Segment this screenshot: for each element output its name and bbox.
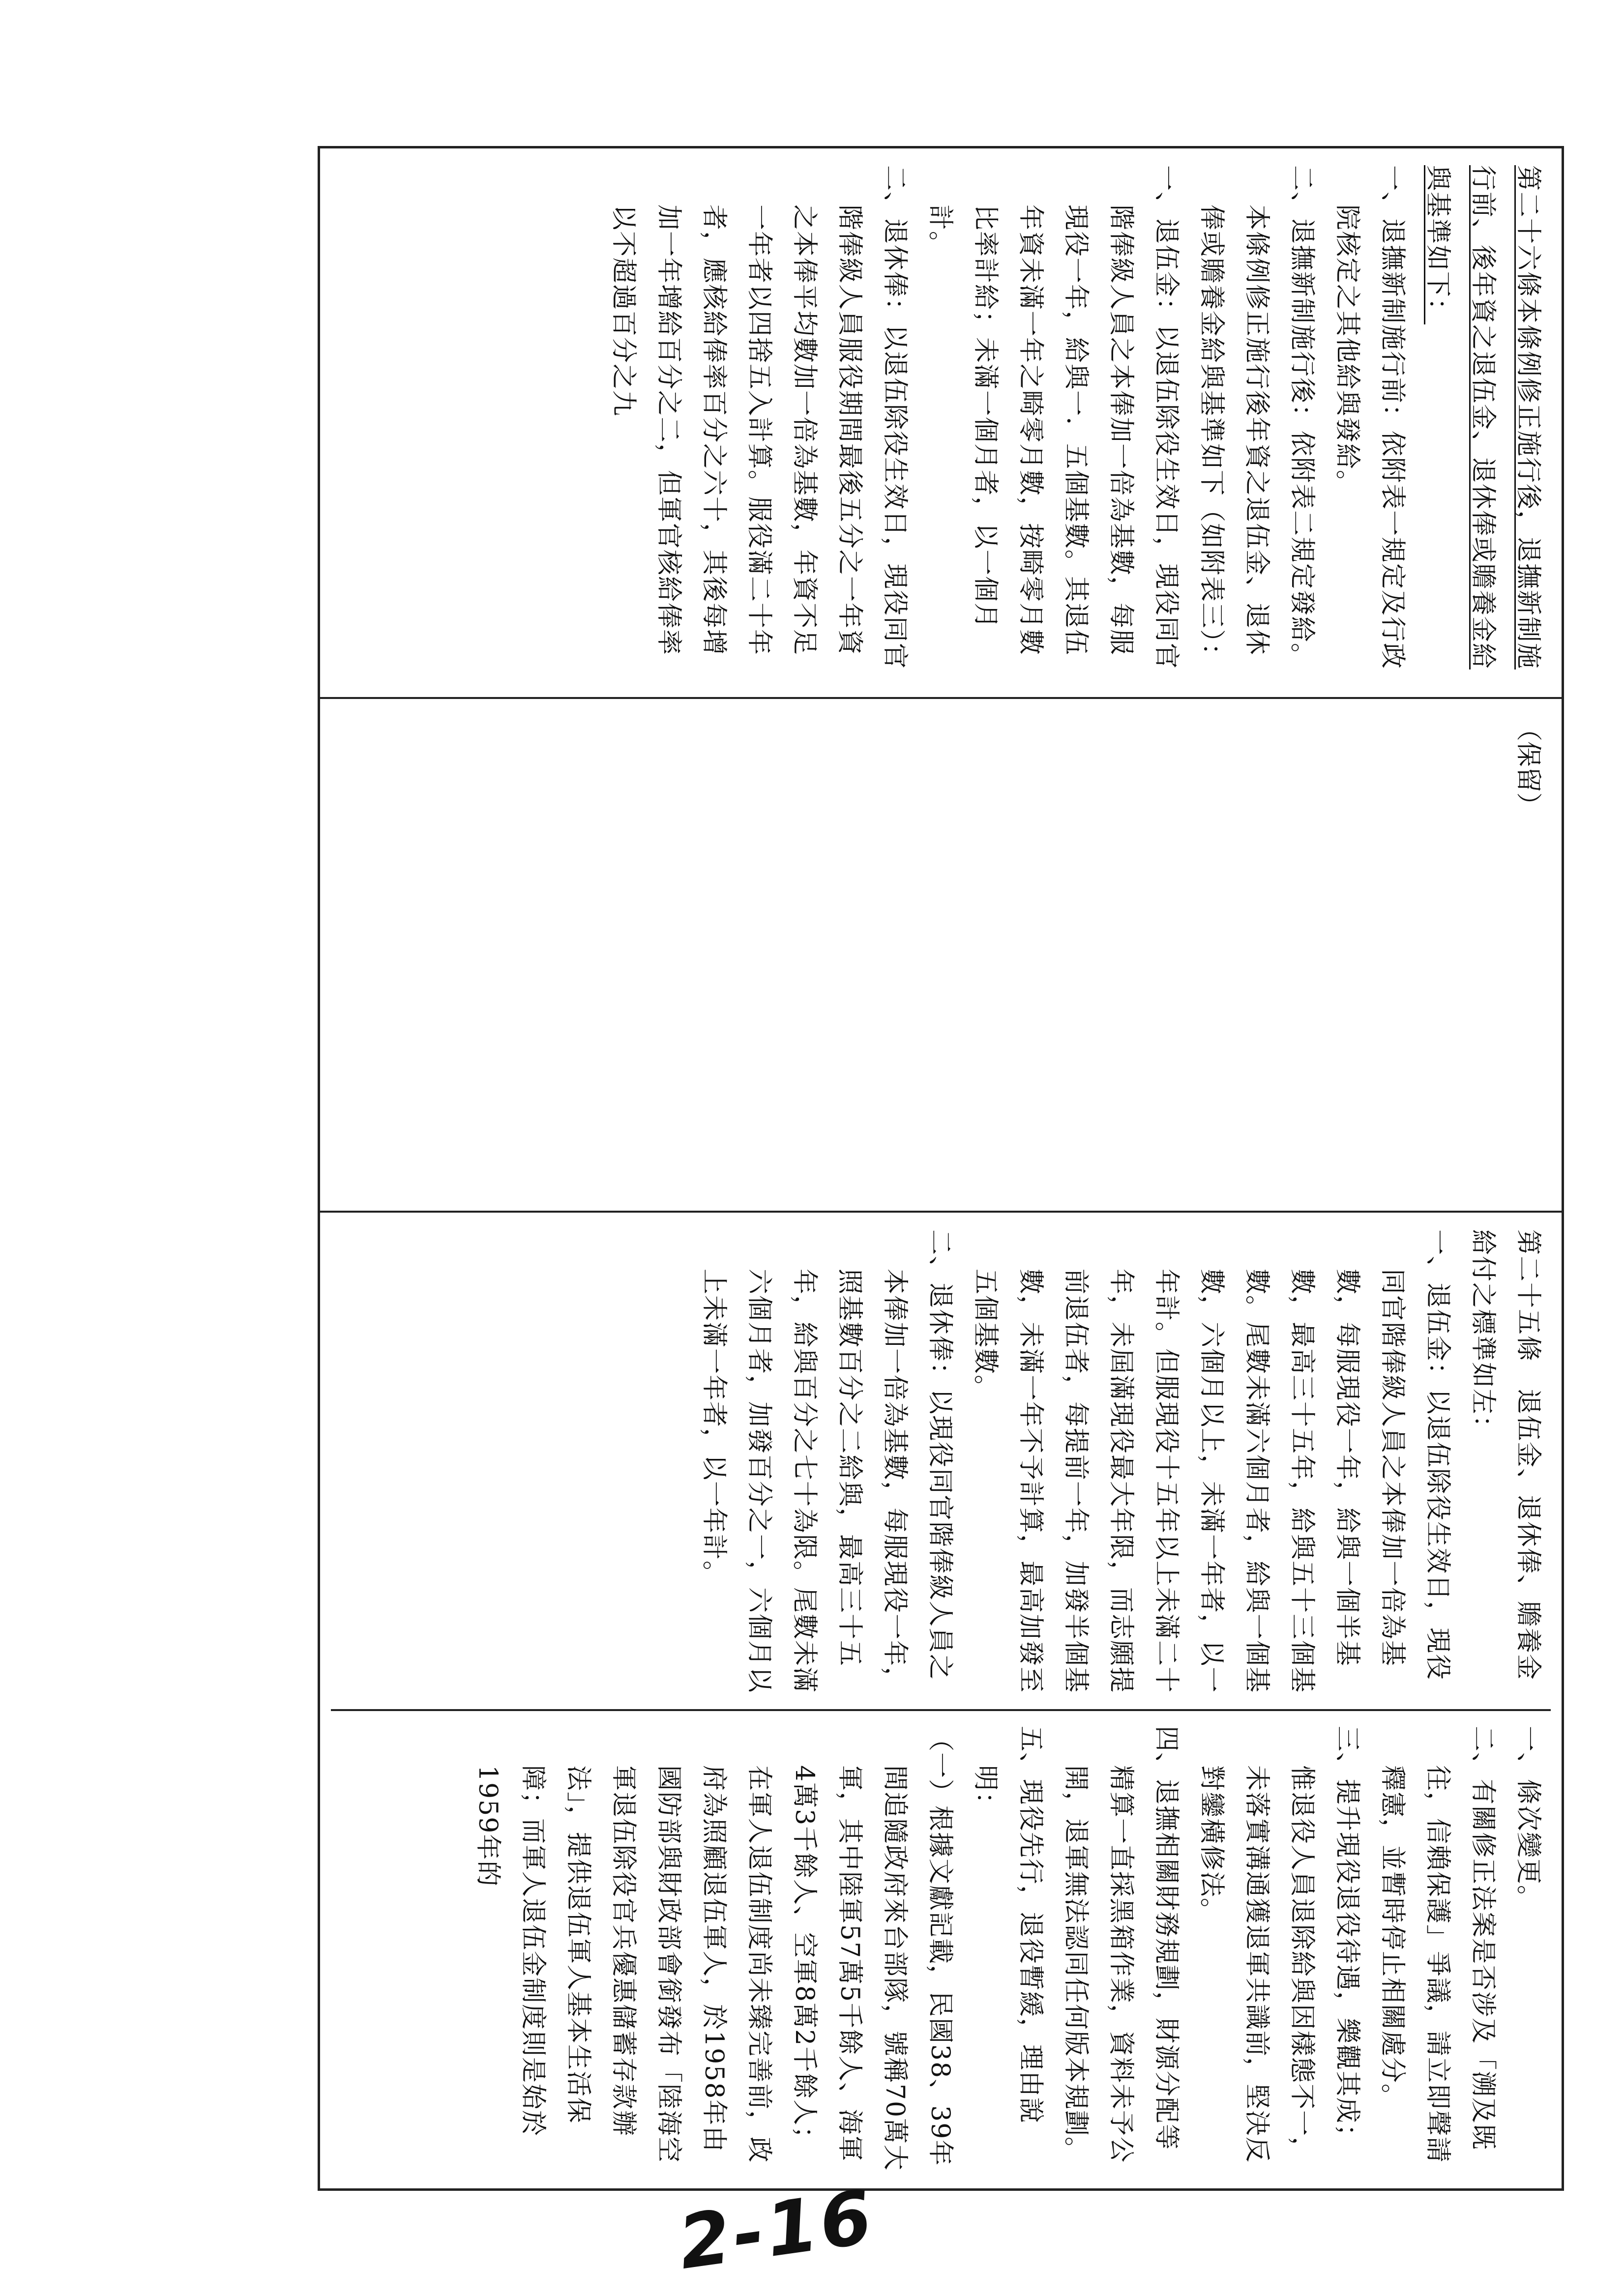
list-item: 一、退撫新制施行前：依附表一規定及行政院核定之其他給與發給。: [1332, 165, 1407, 670]
list-item: 二、退撫新制施行後：依附表二規定發給。: [1287, 165, 1317, 670]
list-item: 一、退伍金：以退伍除役生效日，現役同官階俸級人員之本俸加一倍為基數，每服現役一年，給與一個半基數，最高三十五年，給與五十三個基數。尾數未滿六個月者，給與一個基數，六個月以上，未滿一年者，以一年計。但服現役十五年以上未滿二十年，未屆滿現役最大年限，而志願提前退伍者，每提前一年，加發半個基數，未滿一年不予計算，最高加發至五個基數。: [971, 1229, 1452, 1694]
table-row: [320, 148, 1562, 2188]
explanation-item: 四、退撫相關財務規劃，財源分配等精算一直採黑箱作業，資料未予公開，退軍無法認同任何版本規劃。: [1061, 1726, 1181, 2164]
rotated-comparison-table: [318, 146, 1564, 2191]
explanation-item: （一）根據文獻記載，民國38、39年間追隨政府來台部隊，號稱70萬大軍，其中陸軍57萬5千餘人、海軍4萬3千餘人、空軍8萬2千餘人；在軍人退伍制度尚未臻完善前，政府為照顧退伍軍人，於1958年由國防部與財政部會銜發布「陸海空軍退伍除役官兵優惠儲蓄存款辦法」，提供退伍軍人基本生活保障；而軍人退伍金制度則是始於1959年的: [473, 1726, 955, 2172]
list-item: 二、退休俸：以退伍除役生效日，現役同官階俸級人員服役期間最後五分之一年資之本俸平均數加一倍為基數，年資不足一年者以四捨五入計算。服役滿二十年者，應核給俸率百分之六十，其後每增加一年增給百分之二，但軍官核給俸率以不超過百分之九: [609, 165, 910, 670]
article-intro: 本條例修正施行後，退撫新制施行前、後年資之退伍金、退休俸或贍養金給與基準如下：: [1423, 165, 1543, 670]
explanation-item: 一、條次變更。: [1513, 1726, 1543, 1912]
original-article-title: 第二十五條: [1513, 1229, 1543, 1363]
reserved-note: （保留）: [1513, 716, 1543, 818]
explanation-column: [331, 1711, 1551, 2172]
article-title: 第二十六條: [1513, 165, 1543, 298]
list-item: 二、退休俸：以現役同官階俸級人員之本俸加一倍為基數，每服現役一年，照基數百分之二給與，最高三十五年，給與百分之七十為限。尾數未滿六個月者，加發百分之一，六個月以上未滿一年者，以一年計。: [699, 1229, 955, 1694]
explanation-pair-column: [320, 1213, 1562, 2188]
explanation-item: 二、有關修正法案是否涉及「溯及既往，信賴保護」爭議，請立即聲請釋憲，並暫時停止相關處分。: [1378, 1726, 1498, 2164]
handwritten-page-number: 2-16: [673, 2174, 880, 2286]
explanation-item: 三、提升現役退役待遇，樂觀其成；惟退役人員退除給與因樣態不一，未落實溝通獲退軍共識前，堅決反對鑾橫修法。: [1197, 1726, 1362, 2164]
two-subcolumns: [331, 1229, 1551, 2172]
current-article-column: [320, 699, 1562, 1213]
explanation-item: 五、現役先行，退役暫緩，理由說明：: [971, 1726, 1045, 2124]
original-article-intro: 退伍金、退休俸、贍養金給付之標準如左：: [1468, 1229, 1543, 1681]
amended-article-column: [320, 148, 1562, 699]
list-item: 一、退伍金：以退伍除役生效日，現役同官階俸級人員之本俸加一倍為基數，每服現役一年，給與一．五個基數。其退伍年資未滿一年之畸零月數，按畸零月數比率計給；未滿一個月者，以一個月計。: [925, 165, 1181, 670]
original-article-column: [331, 1229, 1551, 1711]
article-paragraph: 本條例修正施行後年資之退伍金、退休俸或贍養金給與基準如下（如附表三）：: [1197, 204, 1271, 670]
comparison-table: [318, 146, 1564, 2191]
